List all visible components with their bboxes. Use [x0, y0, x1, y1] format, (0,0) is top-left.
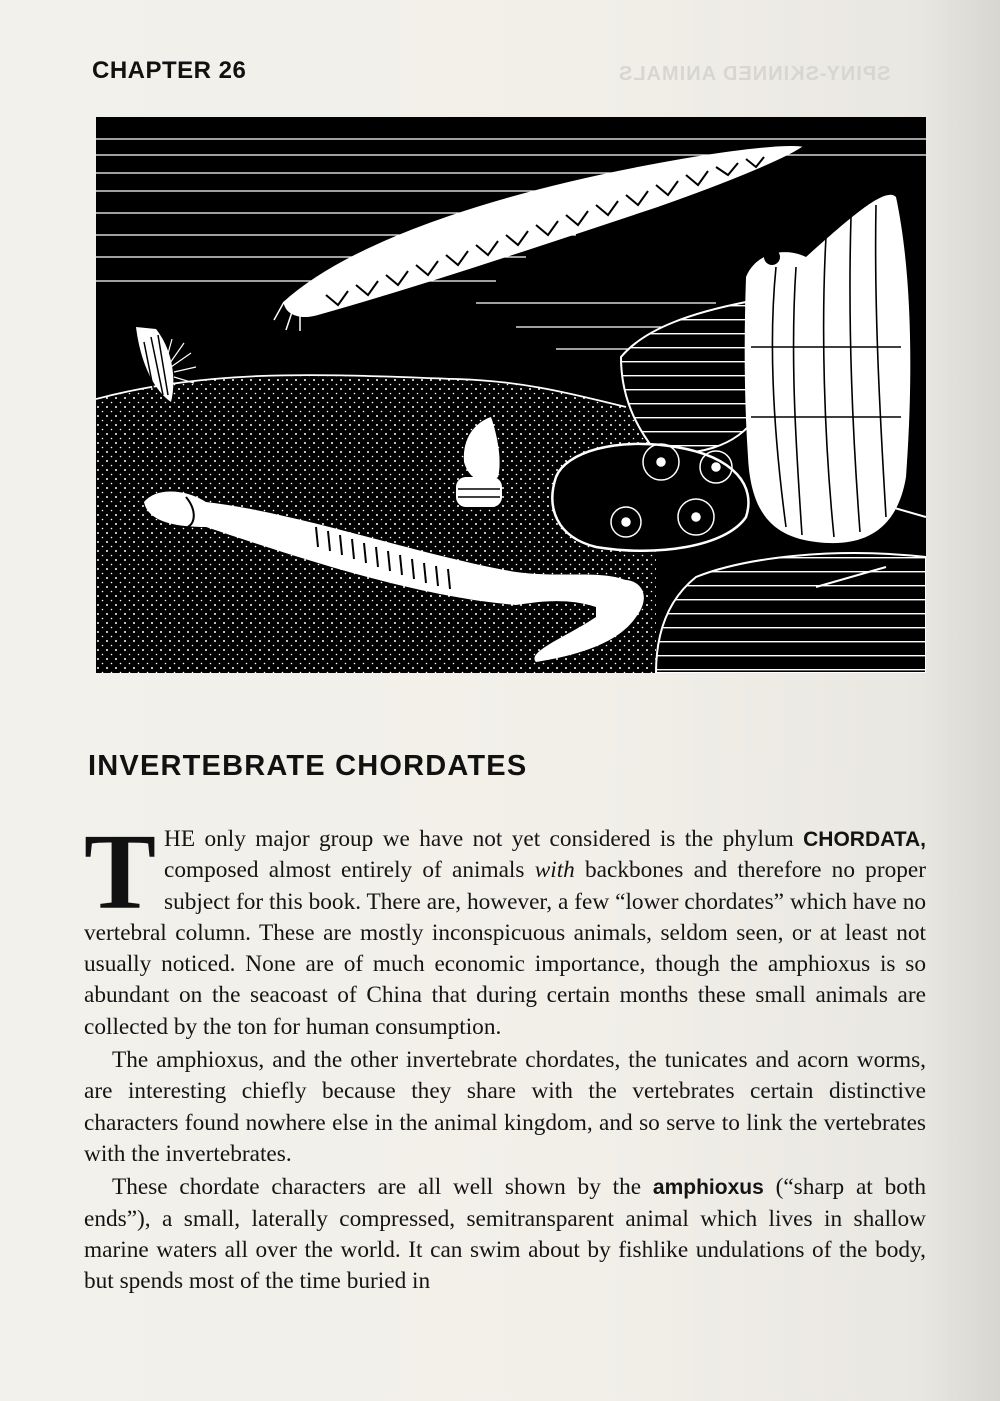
section-heading: INVERTEBRATE CHORDATES: [88, 750, 528, 782]
p1-mid: composed almost entirely of animals: [164, 857, 535, 884]
amphioxus-term: amphioxus: [652, 1176, 764, 1200]
p1-lead: HE only major group we have not yet considered is the phylum: [164, 826, 804, 852]
paragraph-2: The amphioxus, and the other invertebrate chordates, the tunicates and acorn worms, are interesting chiefly because they share with the vertebrates certain distinctive characters found nowhere else in the animal kingdom, and so serve to link the vertebrates with the invertebrates.: [84, 1047, 926, 1167]
p3-tail: (“sharp at both ends”), a small, laterally compressed, semitransparent animal which lives in shallow marine waters all over the world. It can swim about by fishlike undulations of the body, but spends most of the time buried in: [84, 1174, 926, 1295]
body-text: [84, 813, 926, 1297]
p3-lead: These chordate characters are all well shown by the: [112, 1174, 653, 1201]
p1-tail: backbones and therefore no proper subject for this book. There are, however, a few “lower chordates” which have no vertebral column. These are mostly inconspicuous animals, seldom seen, or at least not usually noticed. None are of much economic importance, though the amphioxus is so abundant on the seacoast of China that during certain months these small animals are collected by the ton for human consumption.: [84, 857, 926, 1040]
drop-cap: T: [84, 813, 157, 932]
p1-emphasis: with: [534, 857, 575, 884]
chordata-term: CHORDATA,: [803, 828, 926, 851]
chapter-label: CHAPTER 26: [92, 57, 247, 84]
paragraph-1: [84, 813, 926, 1043]
bleed-through-header: SPINY-SKINNED ANIMALS: [618, 63, 891, 85]
illustration: [96, 117, 926, 673]
paragraph-3: [84, 1172, 926, 1297]
